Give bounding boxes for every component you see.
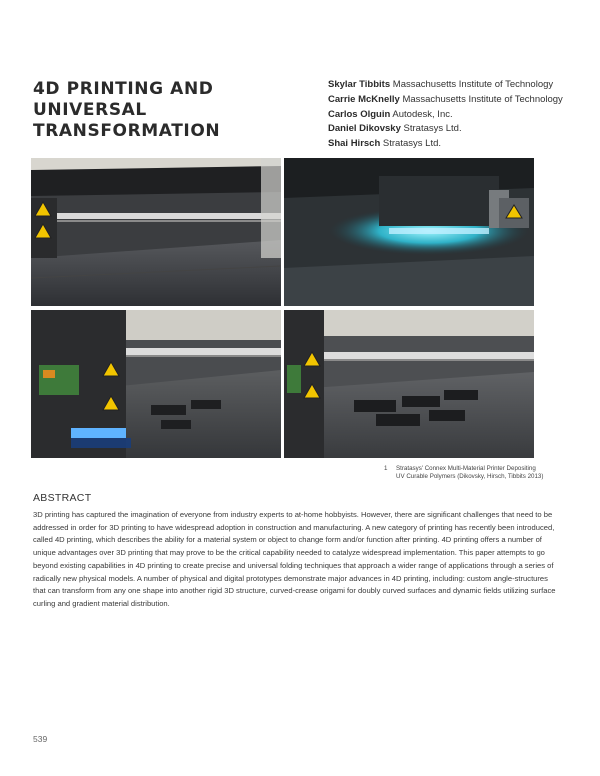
photo-panel-top-left [31, 158, 281, 306]
author-name: Daniel Dikovsky [328, 123, 401, 135]
photo-panel-top-right [284, 158, 534, 306]
author-affiliation: Autodesk, Inc. [392, 108, 453, 120]
author-entry [328, 137, 588, 152]
photo-panel-bottom-right [284, 310, 534, 458]
author-affiliation: Stratasys Ltd. [382, 138, 442, 150]
paper-title: 4D PRINTING AND UNIVERSAL TRANSFORMATION [33, 79, 221, 141]
figure-caption [384, 465, 544, 481]
caption-number: 1 [384, 465, 388, 472]
author-name: Carrie McKnelly [328, 93, 400, 105]
author-affiliation: Massachusetts Institute of Technology [392, 79, 554, 90]
author-name: Shai Hirsch [328, 138, 381, 150]
author-name: Skylar Tibbits [328, 79, 391, 90]
author-affiliation: Stratasys Ltd. [403, 123, 462, 135]
author-entry [328, 122, 588, 137]
author-entry [328, 93, 588, 108]
author-name: Carlos Olguin [328, 108, 391, 120]
photo-panel-bottom-left [31, 310, 281, 458]
caption-text: Stratasys' Connex Multi-Material Printer Depositing UV Curable Polymers (Dikovsky, Hirsch, Tibbits 2013) [396, 465, 544, 481]
page-number: 539 [33, 734, 48, 744]
author-entry [328, 78, 588, 93]
abstract-body: 3D printing has captured the imagination of everyone from industry experts to at-home hobbyists. However, there are significant challenges that need to be addressed in order for 3D printing to have widespread adoption in construction and manufacturing. A new category of printing has recently been introduced, called 4D printing, which describes the ability for a material system or object to change form and/or function after printing. 4D printing offers a number of unique advantages over 3D printing that may prove to be the critical capability needed to catalyze widespread implementation. This paper attempts to go beyond existing capabilities in 4D printing to create precise and universal folding techniques that approach a wider range of applications through a series of radically new physical models. A number of physical and digital prototypes demonstrate major advances in 4D printing, including: custom angle-structures that can transform from any one shape into another rigid 3D structure, curved-crease origami for doubly curved surfaces and dynamic fields utilizing surface curling and gradient material distribution. [33, 510, 556, 608]
abstract-heading: ABSTRACT [33, 492, 92, 504]
figure-printer-photos [31, 158, 534, 458]
author-list [328, 78, 588, 152]
author-entry [328, 108, 588, 123]
author-affiliation: Massachusetts Institute of Technology [402, 93, 563, 105]
